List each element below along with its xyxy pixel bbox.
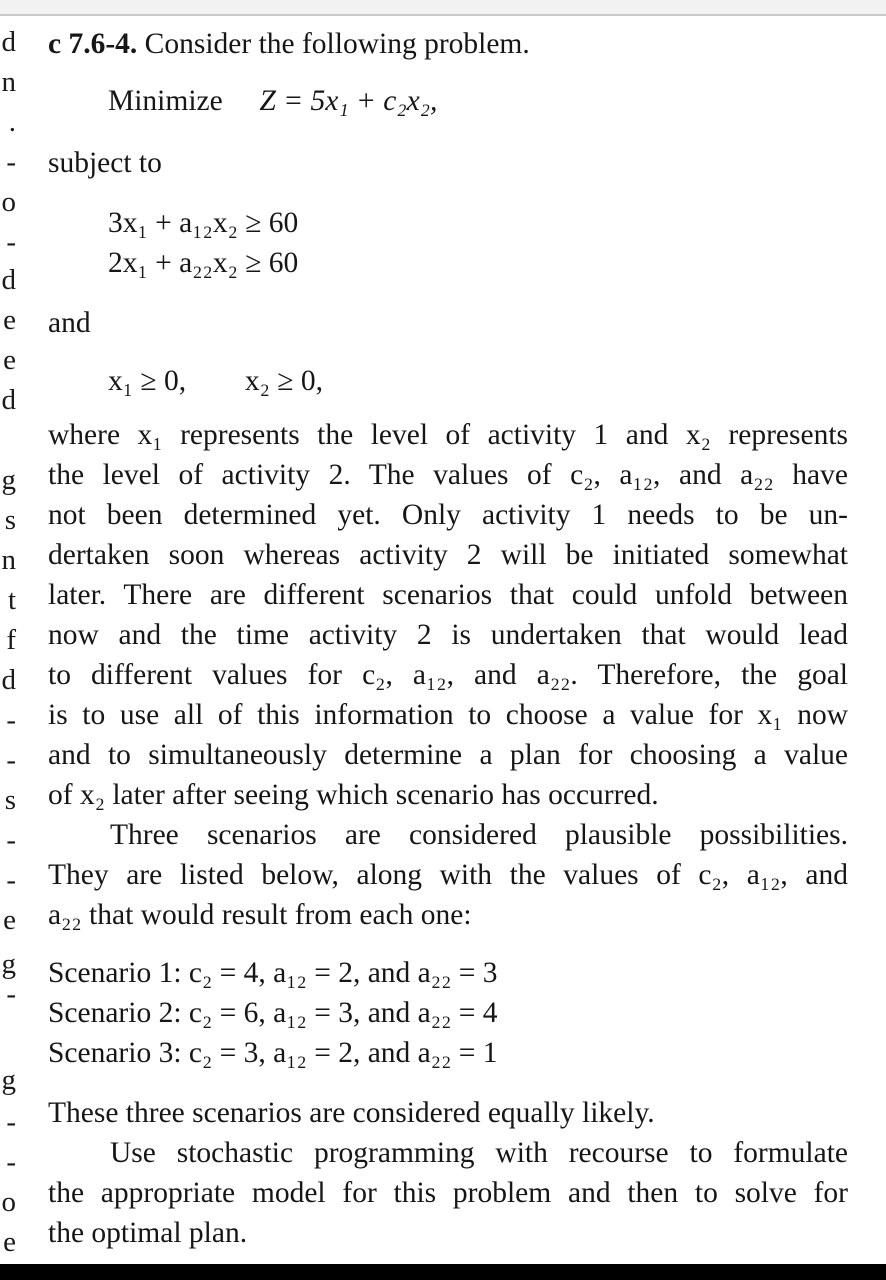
- objective-line: [108, 81, 437, 121]
- paragraph-1-line: is to use all of this information to choose a value for x₁ now: [48, 699, 848, 731]
- margin-fragment: s: [4, 784, 16, 816]
- margin-fragment: t: [7, 584, 16, 616]
- margin-fragment: -: [6, 824, 16, 856]
- paragraph-2-line: Three scenarios are considered plausible possibilities.: [110, 819, 848, 851]
- margin-fragment: -: [6, 146, 16, 178]
- paragraph-1-line: now and the time activity 2 is undertaken that would lead: [48, 619, 848, 651]
- paragraph-2-line: a₂₂ that would result from each one:: [48, 899, 472, 931]
- paragraph-1-line: where x₁ represents the level of activity 1 and x₂ represents: [48, 419, 848, 451]
- nonnegativity-line: [108, 361, 323, 401]
- margin-fragment: s: [4, 504, 16, 536]
- margin-fragment: e: [3, 1226, 16, 1258]
- paragraph-1-line: to different values for c₂, a₁₂, and a₂₂. Therefore, the goal: [48, 659, 848, 691]
- problem-heading: [48, 24, 530, 64]
- margin-fragment: o: [1, 1186, 16, 1218]
- margin-fragment: -: [6, 226, 16, 258]
- margin-fragment: n: [1, 66, 16, 98]
- margin-fragment: d: [1, 664, 16, 696]
- paragraph-1-line: later. There are different scenarios that could unfold between: [48, 579, 848, 611]
- paragraph-1-line: not been determined yet. Only activity 1 needs to be un-: [48, 499, 848, 531]
- margin-fragment: g: [1, 464, 16, 496]
- scenario-1: Scenario 1: c₂ = 4, a₁₂ = 2, and a₂₂ = 3: [48, 957, 498, 989]
- margin-fragment: -: [6, 1146, 16, 1178]
- left-margin-fragments: [0, 14, 20, 1264]
- paragraph-1-line: of x₂ later after seeing which scenario has occurred.: [48, 779, 659, 811]
- paragraph-3: These three scenarios are considered equally likely.: [48, 1097, 655, 1129]
- page-top-border: [0, 0, 886, 16]
- margin-fragment: o: [1, 186, 16, 218]
- margin-fragment: d: [1, 264, 16, 296]
- problem-intro: Consider the following problem.: [144, 28, 530, 60]
- margin-fragment: e: [3, 904, 16, 936]
- paragraph-1-line: dertaken soon whereas activity 2 will be initiated somewhat: [48, 539, 848, 571]
- problem-number: c 7.6-4.: [48, 28, 138, 60]
- paragraph-4-line: the optimal plan.: [48, 1217, 248, 1249]
- margin-fragment: g: [1, 1064, 16, 1096]
- margin-fragment: d: [1, 384, 16, 416]
- margin-fragment: e: [3, 344, 16, 376]
- paragraph-1-line: and to simultaneously determine a plan for choosing a value: [48, 739, 848, 771]
- margin-fragment: d: [1, 26, 16, 58]
- bottom-black-bar: [0, 1264, 886, 1280]
- margin-fragment: -: [6, 978, 16, 1010]
- margin-fragment: -: [6, 744, 16, 776]
- margin-fragment: e: [3, 304, 16, 336]
- and-label: and: [48, 307, 91, 339]
- margin-fragment: .: [8, 106, 16, 138]
- margin-fragment: -: [6, 704, 16, 736]
- margin-fragment: -: [6, 864, 16, 896]
- scenario-2: Scenario 2: c₂ = 6, a₁₂ = 3, and a₂₂ = 4: [48, 997, 498, 1029]
- objective-expression: Z = 5x₁ + c₂x₂,: [259, 85, 438, 117]
- paragraph-4-line: Use stochastic programming with recourse to formulate: [110, 1137, 848, 1169]
- scenario-3: Scenario 3: c₂ = 3, a₁₂ = 2, and a₂₂ = 1: [48, 1037, 498, 1069]
- constraint-2: 2x₁ + a₂₂x₂ ≥ 60: [108, 247, 299, 279]
- nonneg-x1: x₁ ≥ 0,: [108, 365, 187, 397]
- objective-keyword: Minimize: [108, 85, 223, 117]
- margin-fragment: -: [6, 1106, 16, 1138]
- paragraph-2-line: They are listed below, along with the values of c₂, a₁₂, and: [48, 859, 848, 891]
- nonneg-x2: x₂ ≥ 0,: [244, 365, 323, 397]
- paragraph-1-line: the level of activity 2. The values of c₂, a₁₂, and a₂₂ have: [48, 459, 848, 491]
- paragraph-4-line: the appropriate model for this problem and then to solve for: [48, 1177, 848, 1209]
- margin-fragment: g: [1, 948, 16, 980]
- margin-fragment: f: [6, 624, 16, 656]
- subject-to-label: subject to: [48, 147, 162, 179]
- constraint-1: 3x₁ + a₁₂x₂ ≥ 60: [108, 207, 299, 239]
- margin-fragment: n: [1, 544, 16, 576]
